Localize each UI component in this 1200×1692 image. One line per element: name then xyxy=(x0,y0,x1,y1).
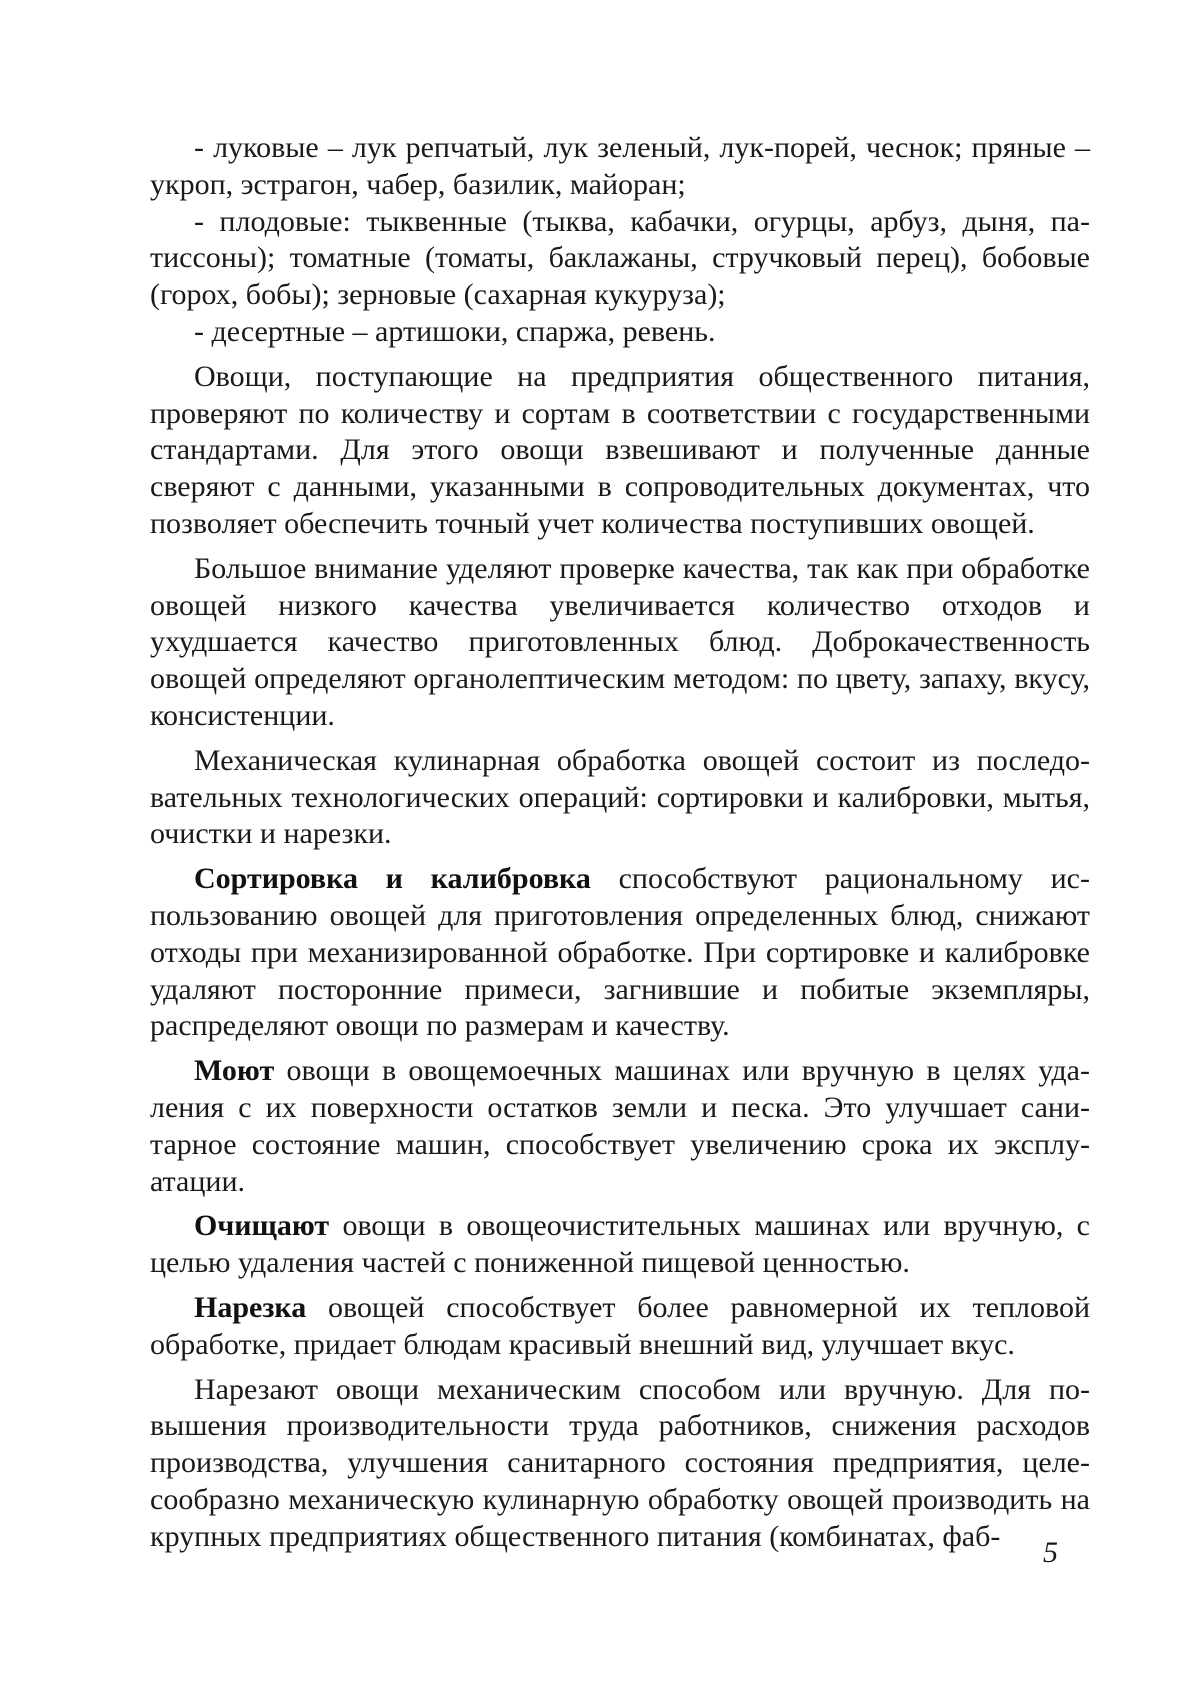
paragraph-washing xyxy=(150,1053,1090,1200)
paragraph-sorting xyxy=(150,861,1090,1045)
paragraph-onion xyxy=(150,130,1090,204)
paragraph-receiving xyxy=(150,359,1090,543)
paragraph-text: - луковые – лук репчатый, лук зеленый, лук-порей, чеснок; пряные – укроп, эстрагон, чабер, базилик, майоран; xyxy=(150,131,1090,201)
paragraph-cutting-methods xyxy=(150,1372,1090,1556)
paragraph-dessert xyxy=(150,314,1090,351)
paragraph-text: овощи в овощемоечных машинах или вручную в целях удаления с их поверхности остатков земли и песка. Это улучшает санитарное состояние машин, способствует увеличению срока их эксплуатации. xyxy=(150,1054,1090,1198)
paragraph-lead: Сортировка и калибровка xyxy=(194,862,591,896)
paragraph-quality xyxy=(150,551,1090,735)
paragraph-lead: Нарезка xyxy=(194,1290,307,1324)
paragraph-lead: Моют xyxy=(194,1054,275,1088)
paragraph-fruit xyxy=(150,204,1090,314)
page-number: 5 xyxy=(1043,1536,1058,1569)
paragraph-peeling xyxy=(150,1208,1090,1282)
paragraph-mechanical xyxy=(150,743,1090,853)
paragraph-text: Большое внимание уделяют проверке качества, так как при обработке овощей низкого качества увеличивается количество отходов и ухудшается качество приготовленных блюд. Доброкачественность овощей определяют органолептическим методом: по цвету, запаху, вкусу, консистенции. xyxy=(150,551,1090,732)
paragraph-text: овощи в овощеочистительных машинах или вручную, с целью удаления частей с пониженной пищевой ценностью. xyxy=(150,1209,1090,1280)
paragraph-lead: Очищают xyxy=(194,1209,330,1243)
paragraph-text: способствуют рациональному использованию овощей для приготовления определенных блюд, снижают отходы при механизированной обработке. При сортировке и калибровке удаляют посторонние примеси, загнившие и побитые экземпляры, распределяют овощи по размерам и качеству. xyxy=(150,862,1090,1043)
paragraph-cutting xyxy=(150,1290,1090,1364)
page-body xyxy=(150,130,1090,1555)
paragraph-text: - десертные – артишоки, спаржа, ревень. xyxy=(194,314,716,348)
paragraph-text: - плодовые: тыквенные (тыква, кабачки, огурцы, арбуз, дыня, патиссоны); томатные (томаты, баклажаны, стручковый перец), бобовые (горох, бобы); зерновые (сахарная кукуруза); xyxy=(150,204,1090,312)
paragraph-text: овощей способствует более равномерной их тепловой обработке, придает блюдам красивый внешний вид, улучшает вкус. xyxy=(150,1290,1090,1361)
paragraph-text: Нарезают овощи механическим способом или вручную. Для повышения производительности труда работников, снижения расходов производства, улучшения санитарного состояния предприятия, целесообразно механическую кулинарную обработку овощей производить на крупных предприятиях общественного питания (комбинатах, фаб- xyxy=(150,1372,1090,1553)
paragraph-text: Овощи, поступающие на предприятия общественного питания, проверяют по количеству и сортам в соответствии с государственными стандартами. Для этого овощи взвешивают и полученные данные сверяют с данными, указанными в сопроводительных документах, что позволяет обеспечить точный учет количества поступивших овощей. xyxy=(150,359,1090,540)
paragraph-text: Механическая кулинарная обработка овощей состоит из последовательных технологических операций: сортировки и калибровки, мытья, очистки и нарезки. xyxy=(150,743,1090,851)
